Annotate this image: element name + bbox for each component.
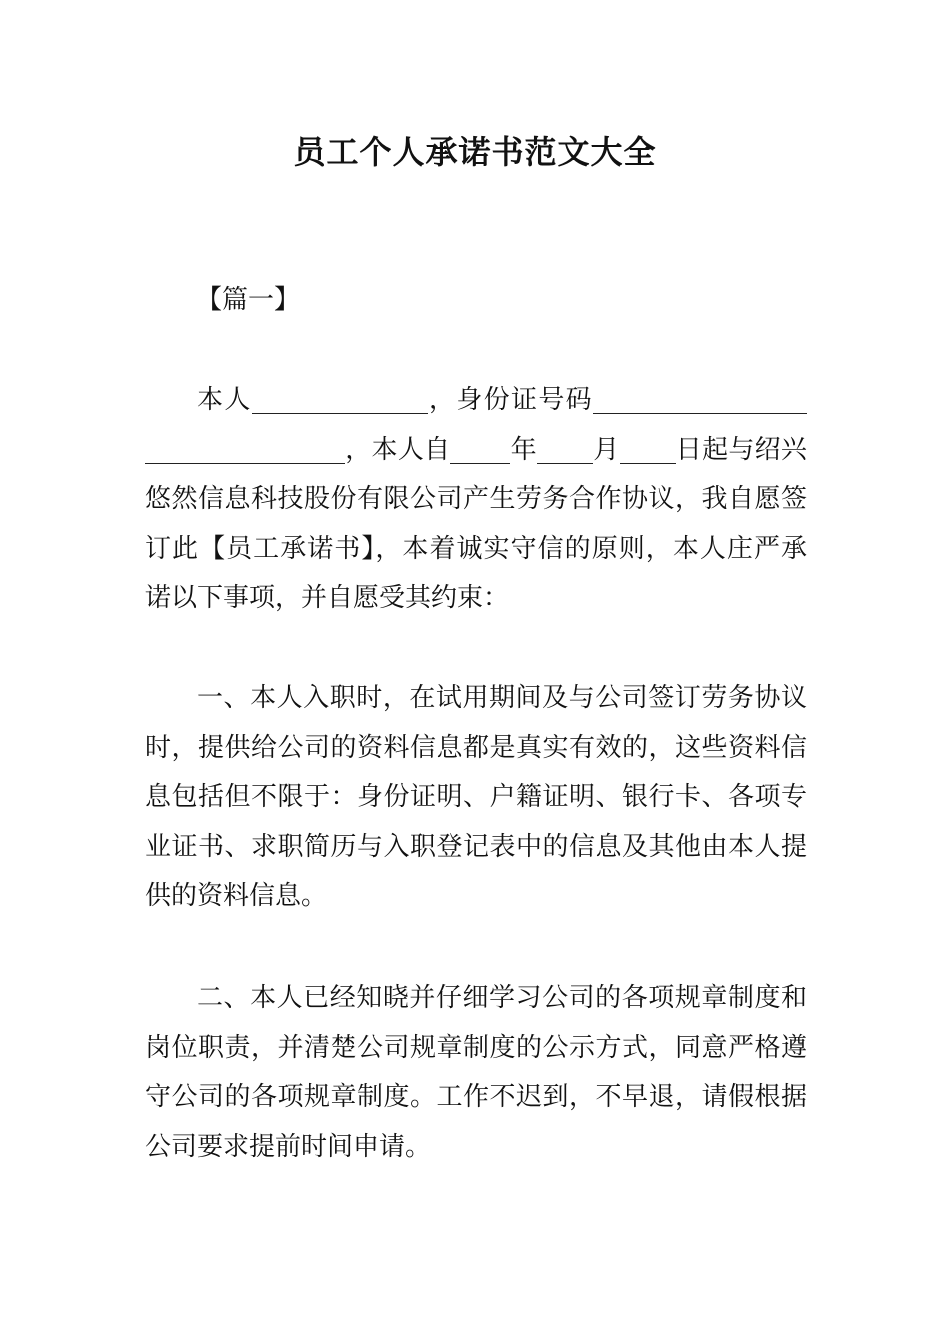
commitment-item-2: 二、本人已经知晓并仔细学习公司的各项规章制度和岗位职责，并清楚公司规章制度的公示方式，同意严格遵守公司的各项规章制度。工作不迟到，不早退，请假根据公司要求提前时间申请。	[145, 983, 807, 1162]
document-title: 员工个人承诺书范文大全	[293, 133, 657, 171]
intro-month-text: 月	[592, 434, 620, 465]
intro-self-text: 本人	[197, 385, 252, 415]
commitment-item-1: 一、本人入职时，在试用期间及与公司签订劳务协议时，提供给公司的资料信息都是真实有效的，这些资料信息包括但不限于：身份证明、户籍证明、银行卡、各项专业证书、求职简历与入职登记表中的信息及其他由本人提供的资料信息。	[145, 683, 807, 911]
id-number-blank-1	[593, 385, 807, 414]
intro-year-text: 年	[510, 434, 537, 465]
day-blank	[620, 435, 676, 464]
year-blank	[450, 435, 510, 464]
id-number-blank-2	[145, 435, 345, 464]
intro-day-text: 日起与	[675, 434, 755, 465]
month-blank	[537, 435, 593, 464]
section-label: 【篇一】	[196, 285, 301, 315]
name-blank	[252, 385, 428, 414]
intro-id-text: ，身份证号码	[427, 385, 593, 415]
intro-from-text: ，本人自	[345, 434, 451, 465]
intro-paragraph	[145, 376, 807, 624]
intro-rest-text: 绍兴悠然信息科技股份有限公司产生劳务合作协议，我自愿签订此【员工承诺书】，本着诚实守信的原则，本人庄严承诺以下事项，并自愿受其约束：	[145, 434, 807, 613]
